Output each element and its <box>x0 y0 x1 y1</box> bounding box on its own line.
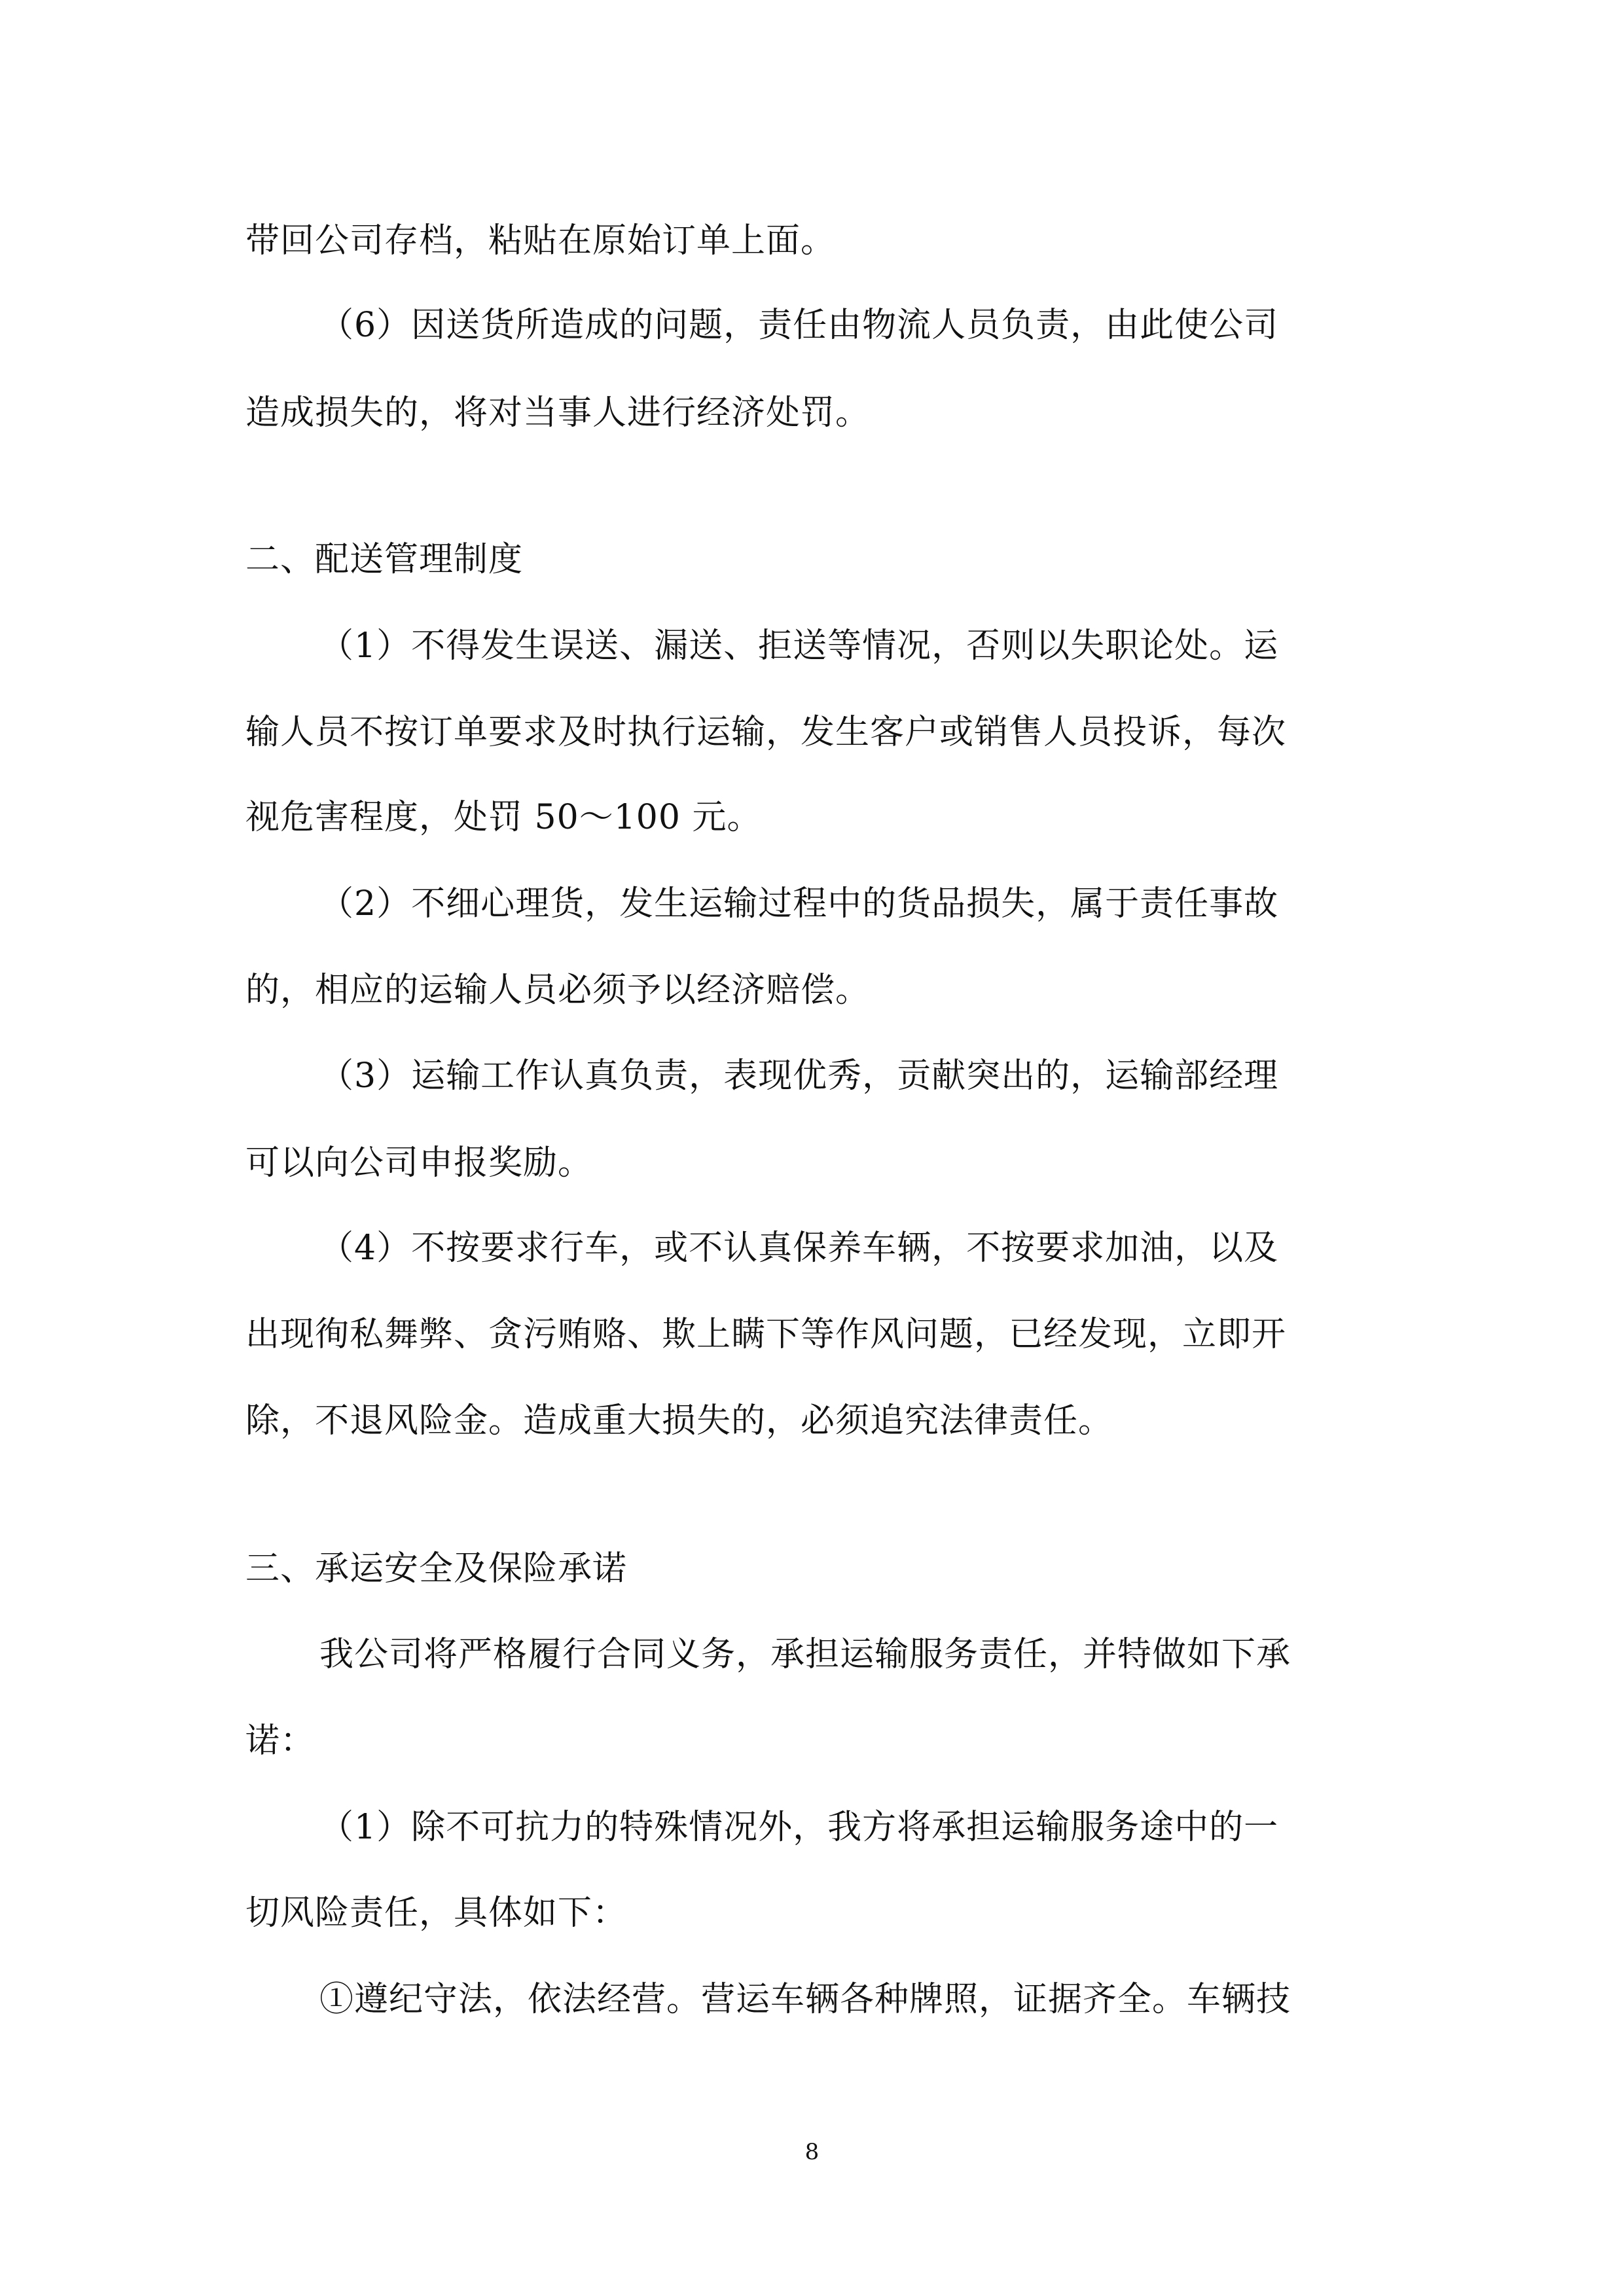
paragraph-line: 可以向公司申报奖励。 <box>245 1143 593 1183</box>
section-heading: 二、配送管理制度 <box>245 540 524 579</box>
paragraph-line: 诺： <box>245 1721 316 1761</box>
paragraph-line: 出现徇私舞弊、贪污贿赂、欺上瞒下等作风问题，已经发现，立即开 <box>245 1315 1287 1354</box>
paragraph-line: 的，相应的运输人员必须予以经济赔偿。 <box>245 971 871 1010</box>
paragraph-line: （6）因送货所造成的问题，责任由物流人员负责，由此使公司 <box>319 306 1279 345</box>
paragraph-line: 我公司将严格履行合同义务，承担运输服务责任，并特做如下承 <box>319 1635 1291 1674</box>
paragraph-line: ①遵纪守法，依法经营。营运车辆各种牌照，证据齐全。车辆技 <box>319 1980 1291 2019</box>
paragraph-line: 输人员不按订单要求及时执行运输，发生客户或销售人员投诉，每次 <box>245 713 1287 752</box>
paragraph-line: （3）运输工作认真负责，表现优秀，贡献突出的，运输部经理 <box>319 1056 1279 1096</box>
paragraph-line: 切风险责任，具体如下： <box>245 1893 628 1933</box>
paragraph-line: （1）不得发生误送、漏送、拒送等情况，否则以失职论处。运 <box>319 626 1279 666</box>
paragraph-line: （2）不细心理货，发生运输过程中的货品损失，属于责任事故 <box>319 884 1279 924</box>
paragraph-line: 带回公司存档，粘贴在原始订单上面。 <box>245 221 836 260</box>
paragraph-line: 除，不退风险金。造成重大损失的，必须追究法律责任。 <box>245 1401 1113 1441</box>
paragraph-line: （4）不按要求行车，或不认真保养车辆，不按要求加油，以及 <box>319 1229 1279 1268</box>
section-heading: 三、承运安全及保险承诺 <box>245 1549 628 1588</box>
paragraph-line: 视危害程度，处罚 50～100 元。 <box>245 798 762 837</box>
page-number: 8 <box>804 2139 820 2165</box>
paragraph-line: 造成损失的，将对当事人进行经济处罚。 <box>245 393 871 433</box>
paragraph-line: （1）除不可抗力的特殊情况外，我方将承担运输服务途中的一 <box>319 1808 1279 1847</box>
